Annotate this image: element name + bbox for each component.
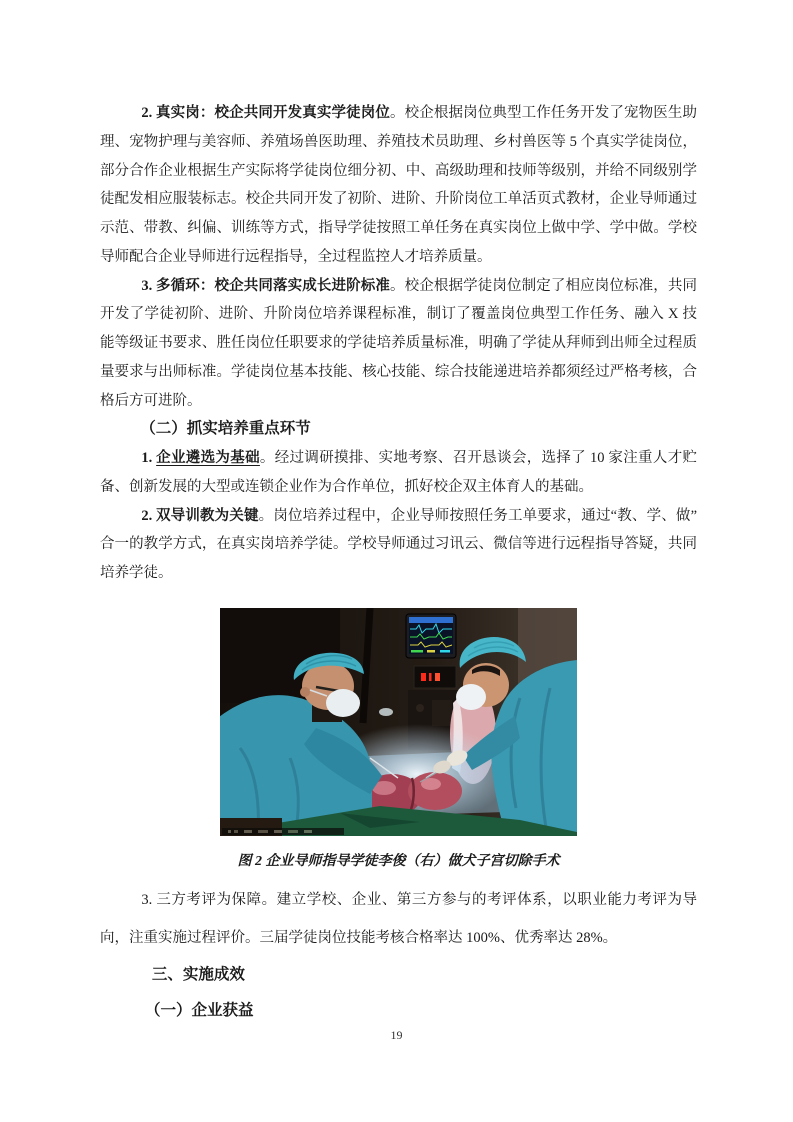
surgery-photo-graphic bbox=[220, 608, 577, 836]
item-number: 1. bbox=[141, 450, 157, 466]
paragraph-lead: 3. 多循环：校企共同落实成长进阶标准 bbox=[141, 277, 390, 294]
background-hand bbox=[379, 708, 393, 716]
item-dual-mentor bbox=[100, 502, 697, 588]
paragraph-true-post bbox=[100, 99, 697, 272]
item-lead: 双导训教为关键 bbox=[155, 507, 259, 524]
item-number: 2. bbox=[141, 507, 156, 524]
patient-monitor bbox=[406, 614, 456, 658]
paragraph-multi-cycle bbox=[100, 272, 697, 416]
chapter-heading: 三、实施成效 bbox=[151, 966, 245, 984]
paragraph-text: 。校企根据学徒岗位制定了相应岗位标准，共同开发了学徒初阶、进阶、升阶岗位培养课程标准，制订了覆盖岗位典型工作任务、融入 X 技能等级证书要求、胜任岗位任职要求的学徒培养质量标准，明确了学徒从拜师到出师全过程质量要求与出师标准。学徒岗位基本技能、核心技能、综合技能递进培养都须经过严格考核，合格后方可进阶。 bbox=[100, 277, 698, 409]
photo-watermark bbox=[222, 828, 344, 835]
item-lead: 企业遴选为基础 bbox=[156, 450, 260, 466]
section-heading: （二）抓实培养重点环节 bbox=[140, 420, 311, 438]
paragraph-lead: 2. 真实岗：校企共同开发真实学徒岗位 bbox=[141, 105, 390, 121]
item-text: 。经过调研摸排、实地考察、召开恳谈会，选择了 10 家注重人才贮备、创新发展的大型或连锁企业作为合作单位，抓好校企双主体育人的基础。 bbox=[100, 450, 698, 495]
item-enterprise-selection bbox=[100, 444, 697, 502]
figure-caption: 图 2 企业导师指导学徒李俊（右）做犬子宫切除手术 bbox=[237, 853, 560, 869]
page-number: 19 bbox=[390, 1028, 403, 1042]
item-number: 3. bbox=[141, 891, 157, 908]
item-text: 。建立学校、企业、第三方参与的考评体系，以职业能力考评为导向，注重实施过程评价。三届学徒岗位技能考核合格率达 100%、优秀率达 28%。 bbox=[100, 891, 698, 947]
item-text: 。岗位培养过程中，企业导师按照任务工单要求，通过“教、学、做”合一的教学方式，在真实岗培养学徒。学校导师通过习讯云、微信等进行远程指导答疑，共同培养学徒。 bbox=[100, 507, 698, 581]
subsection-heading: （一）企业获益 bbox=[144, 1002, 254, 1020]
item-third-party-eval bbox=[100, 881, 697, 958]
item-lead: 三方考评为保障 bbox=[156, 891, 262, 908]
paragraph-text: 。校企根据岗位典型工作任务开发了宠物医生助理、宠物护理与美容师、养殖场兽医助理、养殖技术员助理、乡村兽医等 5 个真实学徒岗位，部分合作企业根据生产实际将学徒岗位细分初、中、高级助理和技师等级别，并给不同级别学徒配发相应服装标志。校企共同开发了初阶、进阶、升阶岗位工单活页式教材，企业导师通过示范、带教、纠偏、训练等方式，指导学徒按照工单任务在真实岗位上做中学、学中做。学校导师配合企业导师进行远程指导，全过程监控人才培养质量。 bbox=[100, 105, 698, 265]
surgery-photo bbox=[220, 608, 577, 836]
page-body bbox=[100, 99, 697, 1025]
